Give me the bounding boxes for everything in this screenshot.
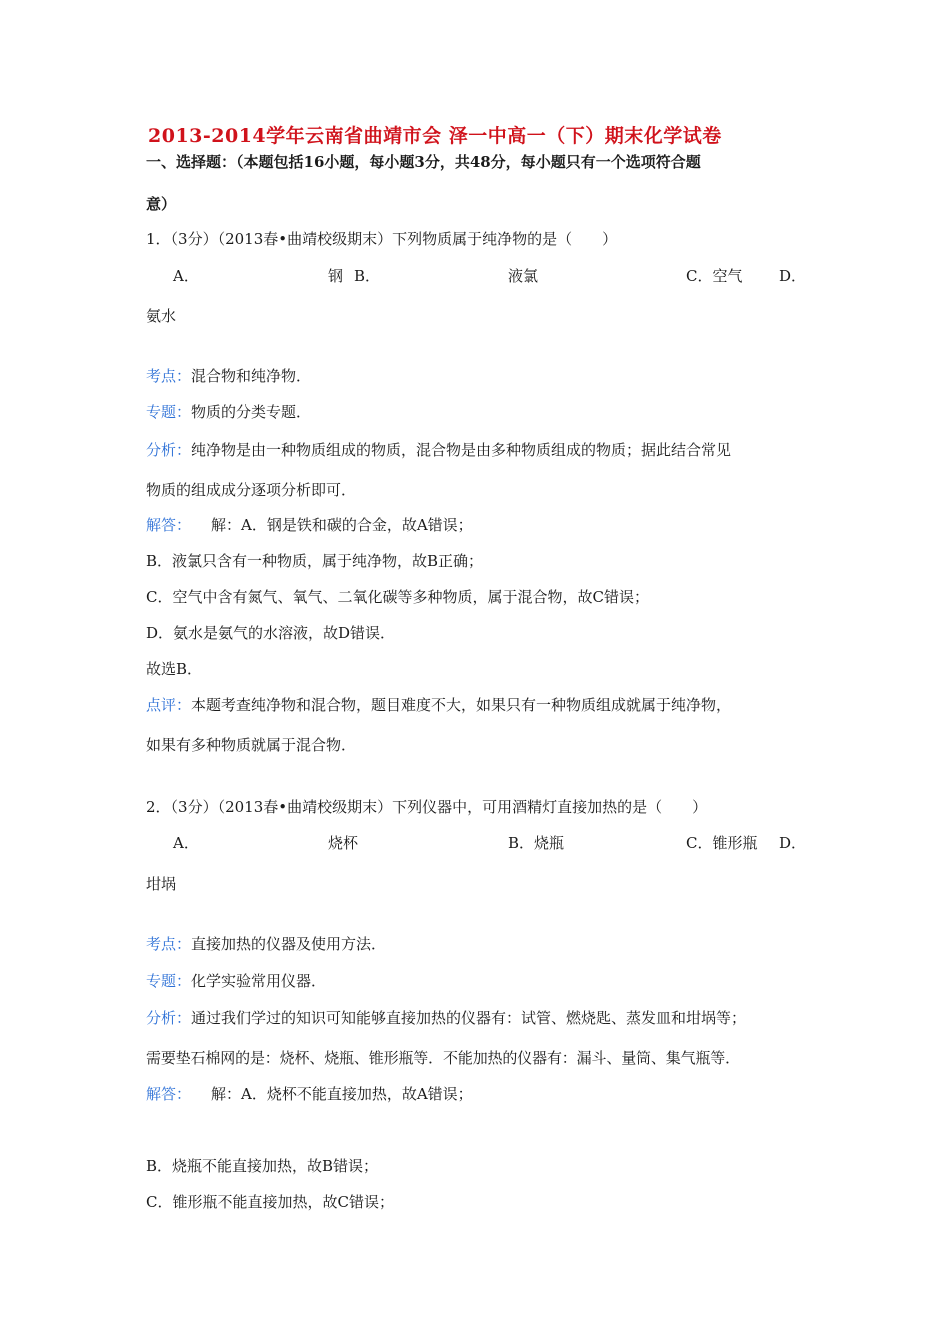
q2-jieda-row [146, 1084, 473, 1104]
q2-option-a-text: 烧杯 [328, 834, 359, 852]
q1-jieda-5: 故选B． [146, 660, 203, 678]
q1-zhuanti-label: 专题： [146, 403, 192, 421]
q2-kaodian-row [146, 934, 386, 954]
q1-jieda-label: 解答： [146, 516, 192, 534]
section-heading: 一、选择题：（本题包括16小题，每小题3分，共48分，每小题只有一个选项符合题 [146, 153, 701, 171]
q1-kaodian-row [146, 366, 311, 386]
q2-kaodian: 直接加热的仪器及使用方法． [191, 935, 387, 953]
q2-zhuanti-label: 专题： [146, 972, 192, 990]
q1-jieda-4: D．氨水是氨气的水溶液，故D错误． [146, 624, 396, 642]
q1-option-b-letter: B． [354, 267, 381, 285]
q2-fenxi-1: 通过我们学过的知识可知能够直接加热的仪器有：试管、燃烧匙、蒸发皿和坩埚等； [191, 1009, 747, 1027]
q1-kaodian: 混合物和纯净物． [191, 367, 312, 385]
q1-option-a-text: 钢 [328, 267, 344, 285]
q2-jieda-3: C．锥形瓶不能直接加热，故C错误； [146, 1193, 394, 1211]
q1-jieda-row [146, 515, 473, 535]
q2-zhuanti-row [146, 971, 326, 991]
q1-kaodian-label: 考点： [146, 367, 192, 385]
q1-dianping-label: 点评： [146, 696, 192, 714]
q1-fenxi-1: 纯净物是由一种物质组成的物质，混合物是由多种物质组成的物质；据此结合常见 [191, 441, 732, 459]
q1-fenxi-label: 分析： [146, 441, 192, 459]
q2-option-c: C．锥形瓶 [686, 834, 758, 852]
q1-jieda-3: C．空气中含有氮气、氧气、二氧化碳等多种物质，属于混合物，故C错误； [146, 588, 649, 606]
q1-option-d-text: 氨水 [146, 307, 177, 325]
q1-dianping-row [146, 695, 731, 715]
q1-option-a-letter: A． [173, 267, 199, 285]
q1-zhuanti: 物质的分类专题． [191, 403, 312, 421]
q1-jieda-1: 解：A．钢是铁和碳的合金，故A错误； [211, 516, 473, 534]
q2-stem: 2．（3分）（2013春•曲靖校级期末）下列仪器中，可用酒精灯直接加热的是（ ） [146, 798, 708, 816]
q1-option-b-text: 液氯 [508, 267, 539, 285]
q1-fenxi-2: 物质的组成成分逐项分析即可． [146, 481, 357, 499]
q1-zhuanti-row [146, 402, 311, 422]
q1-stem: 1．（3分）（2013春•曲靖校级期末）下列物质属于纯净物的是（ ） [146, 230, 618, 248]
q2-option-a-letter: A． [173, 834, 199, 852]
q1-dianping-1: 本题考查纯净物和混合物，题目难度不大，如果只有一种物质组成就属于纯净物， [191, 696, 732, 714]
q1-fenxi-row [146, 440, 731, 460]
section-heading-cont: 意） [146, 195, 177, 213]
q1-option-c: C．空气 [686, 267, 743, 285]
q2-option-b: B．烧瓶 [508, 834, 565, 852]
q2-kaodian-label: 考点： [146, 935, 192, 953]
q2-fenxi-2: 需要垫石棉网的是：烧杯、烧瓶、锥形瓶等．不能加热的仪器有：漏斗、量筒、集气瓶等． [146, 1049, 741, 1067]
q2-zhuanti: 化学实验常用仪器． [191, 972, 327, 990]
q1-jieda-2: B．液氯只含有一种物质，属于纯净物，故B正确； [146, 552, 484, 570]
q2-jieda-2: B．烧瓶不能直接加热，故B错误； [146, 1157, 379, 1175]
q2-option-d-text: 坩埚 [146, 875, 177, 893]
q2-fenxi-label: 分析： [146, 1009, 192, 1027]
q1-dianping-2: 如果有多种物质就属于混合物． [146, 736, 357, 754]
document-title: 2013-2014学年云南省曲靖市会 泽一中高一（下）期末化学试卷 [148, 125, 722, 147]
q2-option-d-letter: D． [779, 834, 807, 852]
q2-jieda-1: 解：A．烧杯不能直接加热，故A错误； [211, 1085, 473, 1103]
q2-jieda-label: 解答： [146, 1085, 192, 1103]
q1-option-d-letter: D． [779, 267, 807, 285]
q2-fenxi-row [146, 1008, 746, 1028]
